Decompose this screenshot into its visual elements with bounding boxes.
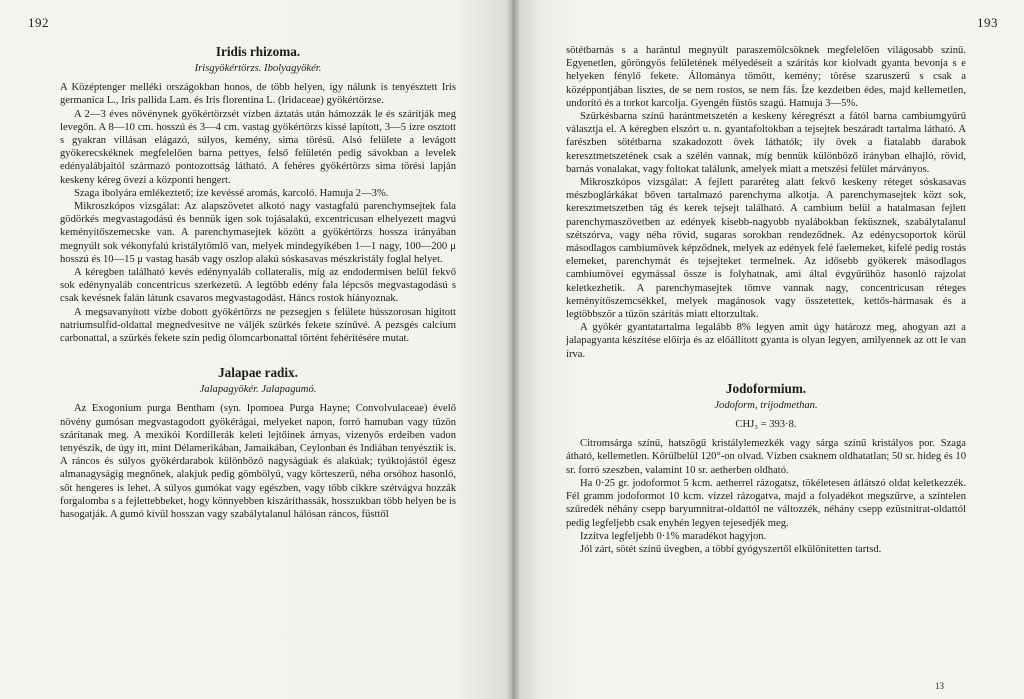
section-jalapae — [60, 365, 456, 521]
paragraph: Szaga ibolyára emlékeztető; íze kevéssé aromás, karcoló. Hamuja 2—3%. — [74, 187, 389, 199]
paragraph: Mikroszkópos vizsgálat: Az alapszövetet alkotó nagy vastagfalú parenchymsejtek fala gödörkés megvastagodású és bennük igen sok tojásalakú, excentricusan elhelyezett magvú keményítőszemecske van. A parenchymasejtek között a gyökértörzs hossza irányában megnyúlt sok vékonyfalú kristálytömlő van, melyek mindegyikében 1—1 nagy, 100—200 μ hosszú és 10—15 μ vastag hasáb vagy oszlop alakú sóskasavas mészkristály foglal helyet. — [60, 201, 456, 265]
paragraph: Jól zárt, sötét színű üvegben, a többi gyógyszertől elkülönítetten tartsd. — [580, 543, 882, 555]
paragraph: Ha 0·25 gr. jodoformot 5 kcm. aetherrel rázogatsz, tökéletesen átlátszó oldat keletkezzék. Fél gramm jodoformot 10 kcm. vízzel rázogatva, majd a folyadékot megszűrve, a színtelen szűredék néhány csepp baryumnitrat-oldattól ne változzék, néhány csepp ezüstnitrat-oldattól pedig legfeljebb csak enyhén legyen tejesedjék meg. — [566, 477, 966, 529]
chemical-formula: CHJ₃ = 393·8. — [735, 419, 797, 431]
footer-mark: 13 — [935, 680, 944, 691]
paragraph: A kéregben található kevés edénynyaláb collateralis, míg az endodermisen belül fekvő sok edénynyaláb concentricus szerkezetű. A legtöbb edény fala lépcsős megvastagodású s csak kevésnek falán látunk csavaros megvastagodást. Háncs rostok hiányoznak. — [60, 267, 456, 305]
section-subtitle-jodoformium: Jodoform, trijodmethan. — [714, 399, 818, 411]
paragraph: Izzítva legfeljebb 0·1% maradékot hagyjon. — [580, 530, 767, 542]
paragraph: sötétbarnás s a harántul megnyúlt paraszemölcsöknek megfelelően világosabb színű. Egyenetlen, göröngyös felületének mélyedéseit a szárítás kor kiolvadt gyanta bevonja s e helyeken fénylő fekete. Állománya tömött, kemény; törése szaruszerű s csak a középpontjában lisztes, de se nem rostos, se nem fás. Íze kezdetben édes, majd kellemetlen, undorító és a torkot karcolja. Gyengén füstös szagú. Hamuja 3—5%. — [566, 45, 966, 109]
section-title-jalapae: Jalapae radix. — [218, 365, 298, 381]
paragraph: Az Exogonium purga Bentham (syn. Ipomoea Purga Hayne; Convolvulaceae) évelő növény gumósan megvastagodott gyökérágai, melyeket napon, forró hamuban vagy tűzön szárítanak meg. A mexikói Kordillerák keleti lejtőinek árnyas, vizenyős erdeiben vadon tenyészik, de úgy itt, mint Délamerikában, Jamaikában, Ceylonban és Indiában tenyésztik is. A ráncos és súlyos gyökérdarabok különböző nagyságúak és alakúak; tyúktojástól égesz almanagyságig megnőnek, alakjuk pedig gömbölyű, vagy körteszerű, néha orsóhoz hasonló, sőt hengeres is lehet. A súlyos gumókat vagy egészben, vagy több cikkre szétvágva hozzák forgalomba s a fejlettebbeket, hogy könnyebben kiszáríthassák, hosszukban több helyen be is hasogatják. A gumó kívül hosszan vagy szabálytalanul hálósan ráncos, füsttől — [60, 403, 456, 521]
section-jodoformium — [566, 381, 966, 556]
section-subtitle-iridis: Irisgyökértörzs. Ibolyagyökér. — [194, 63, 322, 74]
section-title-iridis: Iridis rhizoma. — [215, 44, 301, 59]
book-gutter — [506, 0, 520, 699]
section-subtitle-jalapae: Jalapagyökér. Jalapagumó. — [199, 384, 317, 396]
paragraph: Szürkésbarna színű harántmetszetén a keskeny kéregrészt a fától barna cambiumgyűrű választja el. A kéregben elszórt u. n. gyantafoltokban a tejsejtek beszáradt tartalma látható. A farészben sötétbarna szakadozott övek láthatók; ily övek a fiatalabb darabok keresztmetszetének csak a szélén vannak, míg bennük különböző irányban elhajló, rövid, barnás vonalakat, vagy foltokat találunk, amelyek miatt a metszési felület márványos. — [566, 111, 966, 175]
paragraph: A Középtenger melléki országokban honos, de több helyen, így nálunk is tenyésztett Iris germanica L., Iris pallida Lam. és Iris florentina L. (Iridaceae) gyökértörzse. — [60, 82, 456, 107]
paragraph: Citromsárga színű, hatszögű kristálylemezkék vagy sárga színű kristályos por. Szaga átható, kellemetlen. Körülbelül 120°-on olvad. Vízben csaknem oldhatatlan; 50 sr. hideg és 10 sr. forró szeszben, valamint 10 sr. aetherben oldható. — [566, 438, 966, 476]
right-page — [512, 0, 1024, 699]
paragraph: A megsavanyított vízbe dobott gyökértörzs ne pezsegjen s felülete hússzorosan higitott natriumsulfid-oldattal megnedvesítve ne váljék szürkés fekete színűvé. A pezsgés calcium carbonattal, a szürkés fekete szín pedig ólomcarbonattal történt fehérítésére mutat. — [60, 306, 456, 345]
section-title-jodoformium: Jodoformium. — [725, 380, 807, 396]
paragraph: Mikroszkópos vizsgálat: A fejlett pararéteg alatt fekvő keskeny réteget sóskasavas mészboglárkákat bőven tartalmazó parenchyma alkotja. A parenchymasejtek közt sok, keresztmetszetben tág és kerek tejsejt található. A cambium belül a hatalmasan fejlett parenchymaszövetben az edények kisebb-nagyobb nyalábokban feküsznek, szabálytalanul szétszórva, vagy néha rövid, sugaras sorokban rendeződnek. Az edénycsoportok körül másodlagos cambiumövek képződnek, melyek az edények felé faelemeket, kifelé pedig rostás elemeket, parenchymát és tejsejteket termelnek. Az idősebb gyökerek másodlagos cambiumövei egymással össze is folyhatnak, ami által évgyűrűhöz hasonló rajzolat keletkezhetik. A parenchymasejtek tömve vannak nagy, concentricusan réteges keményítőszemcsékkel, melyek magánosok vagy összetettek, kettős-hármasak és a legtöbbször a tűzön szárítás miatt eltorzultak. — [566, 177, 966, 321]
paragraph: A gyökér gyantatartalma legalább 8% legyen amit úgy határozz meg, ahogyan azt a jalapagyanta készítése előírja és az előállított gyanta is olyan legyen, amilyennek az ott le van írva. — [566, 322, 966, 360]
paragraph: A 2—3 éves növénynek gyökértörzsét vízben áztatás után hámozzák le és szárítják meg levegőn. A 8—10 cm. hosszú és 3—4 cm. vastag gyökértörzs kissé lapított, 3—5 ízre osztott s gyakran villásan elágazó, súlyos, kemény, sima törésű. Alsó felülete a levágott gyökerecskéknek megfelelően barna pettyes, felső felületén pedig sávokban a levelek edényalábjaitól származó pontozottság látható. A fehéres gyökértörzs sima törési lapján keskeny kéreg övezi a központi hengert. — [60, 108, 456, 186]
page-number-right: 193 — [977, 15, 998, 30]
page-number-left: 192 — [28, 15, 49, 30]
